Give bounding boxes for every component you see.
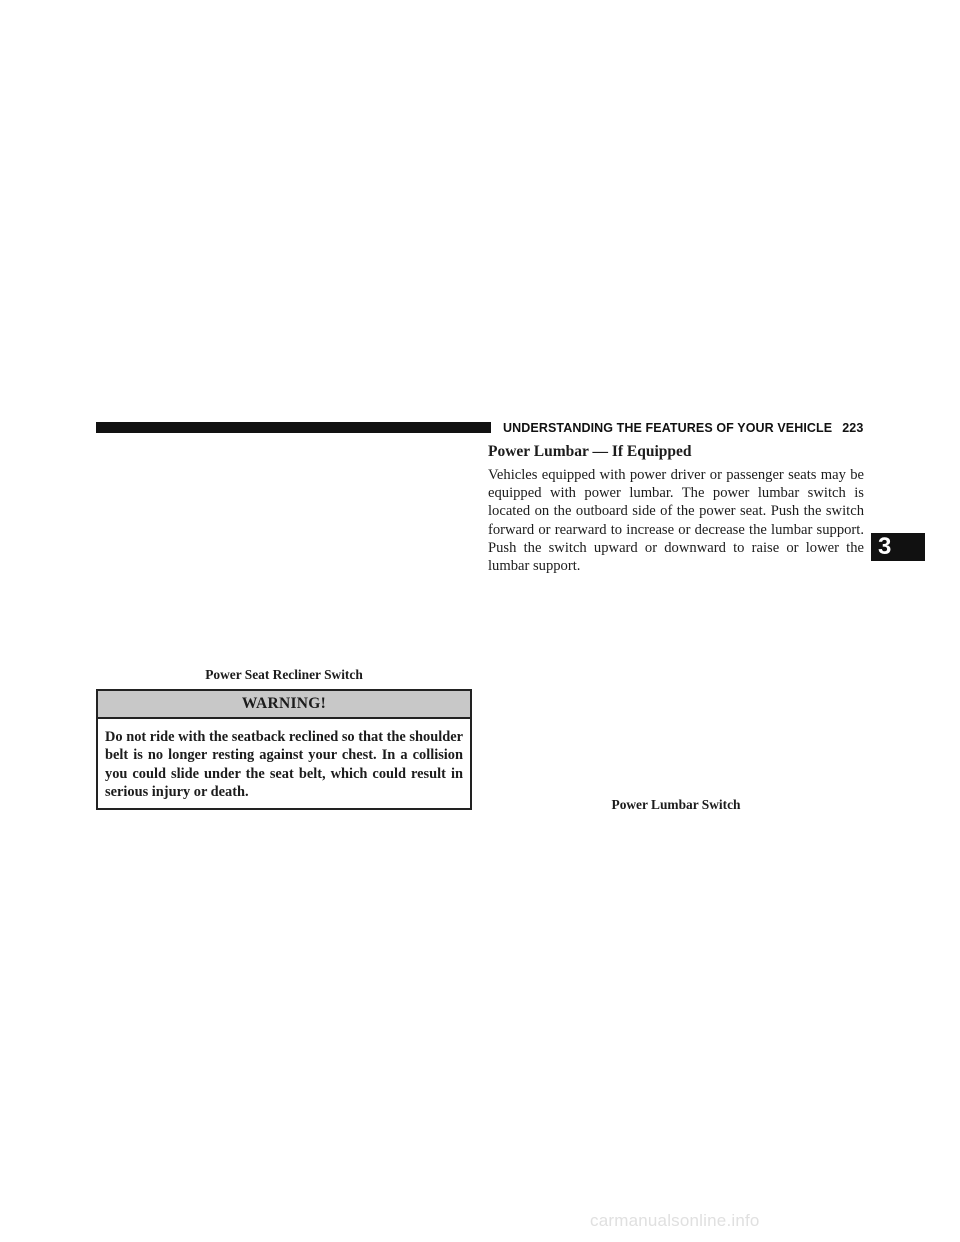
section-title: Power Lumbar — If Equipped [488,443,692,460]
chapter-tab: 3 [871,533,925,561]
lumbar-switch-caption: Power Lumbar Switch [611,797,741,812]
warning-title: WARNING! [98,691,470,719]
page-number: 223 [842,421,864,435]
watermark: carmanualsonline.info [590,1211,760,1230]
header-bar [96,422,491,433]
lumbar-switch-figure [488,584,864,794]
header-section-label: UNDERSTANDING THE FEATURES OF YOUR VEHICLE [503,421,833,435]
recliner-switch-figure [96,442,472,664]
running-header [503,420,863,436]
warning-text: Do not ride with the seatback reclined so that the shoulder belt is no longer resting against your chest. In a collision you could slide under the seat belt, which could result in serious injury or death. [105,729,463,801]
body-paragraph: Vehicles equipped with power driver or passenger seats may be equipped with power lumbar. The power lumbar switch is located on the outboard side of the power seat. Push the switch forward or rearward to increase or decrease the lumbar support. Push the switch upward or downward to raise or lower the lumbar support. [488,467,864,575]
recliner-switch-caption: Power Seat Recliner Switch [205,667,363,682]
warning-box [96,689,472,810]
